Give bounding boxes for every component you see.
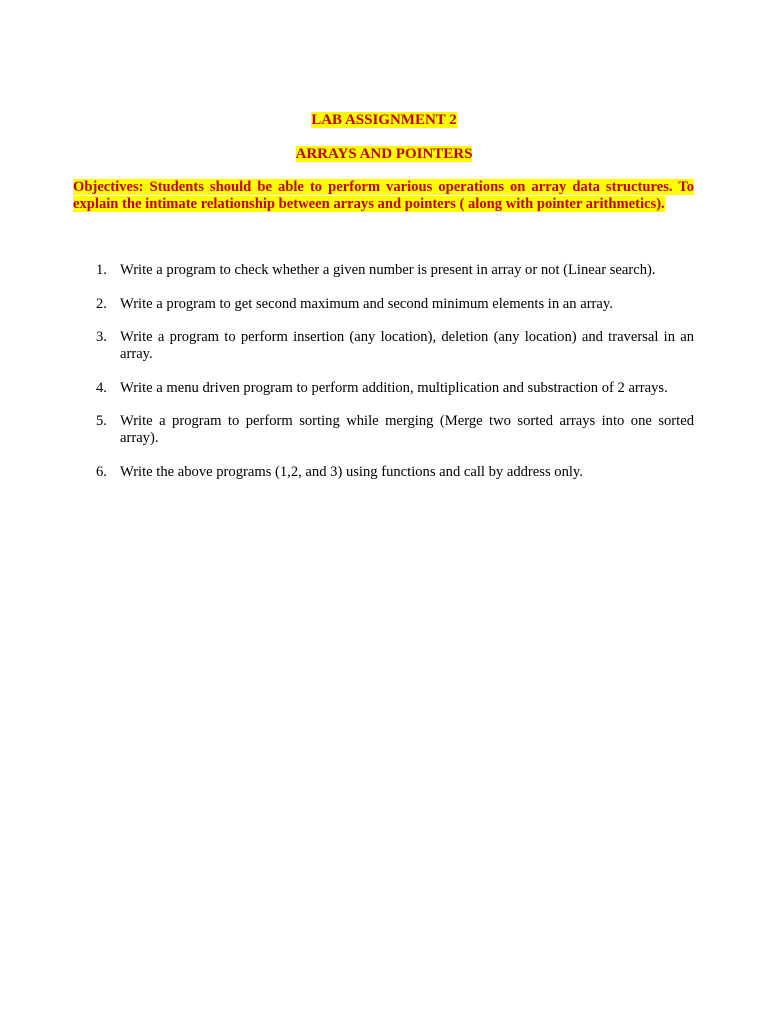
assignment-subtitle-text: ARRAYS AND POINTERS (295, 146, 473, 162)
objectives-paragraph (73, 179, 694, 214)
objectives-text: Objectives: Students should be able to perform various operations on array data structures. To explain the intimate relationship between arrays and pointers ( along with pointer arithmetics). (73, 179, 694, 213)
task-number: 5. (96, 413, 107, 429)
assignment-subtitle (0, 146, 768, 163)
task-text: Write a menu driven program to perform addition, multiplication and substraction of 2 arrays. (120, 379, 668, 396)
task-number: 1. (96, 262, 107, 278)
task-item-4 (0, 380, 694, 397)
task-number: 3. (96, 329, 107, 345)
task-item-3 (0, 329, 694, 363)
task-text: Write a program to perform insertion (any location), deletion (any location) and traversal in an array. (120, 329, 694, 362)
task-number: 4. (96, 379, 107, 396)
task-list (0, 262, 768, 497)
task-text: Write the above programs (1,2, and 3) using functions and call by address only. (120, 463, 583, 480)
task-item-2 (0, 296, 694, 313)
task-item-5 (0, 413, 694, 447)
assignment-title (0, 112, 768, 129)
task-item-6 (0, 464, 694, 481)
task-text: Write a program to perform sorting while merging (Merge two sorted arrays into one sorted array). (120, 413, 694, 446)
task-number: 2. (96, 295, 107, 312)
task-text: Write a program to get second maximum and second minimum elements in an array. (120, 295, 613, 312)
task-number: 6. (96, 463, 107, 480)
task-text: Write a program to check whether a given number is present in array or not (Linear search). (120, 262, 656, 278)
assignment-title-text: LAB ASSIGNMENT 2 (311, 112, 457, 128)
task-item-1 (0, 262, 694, 279)
